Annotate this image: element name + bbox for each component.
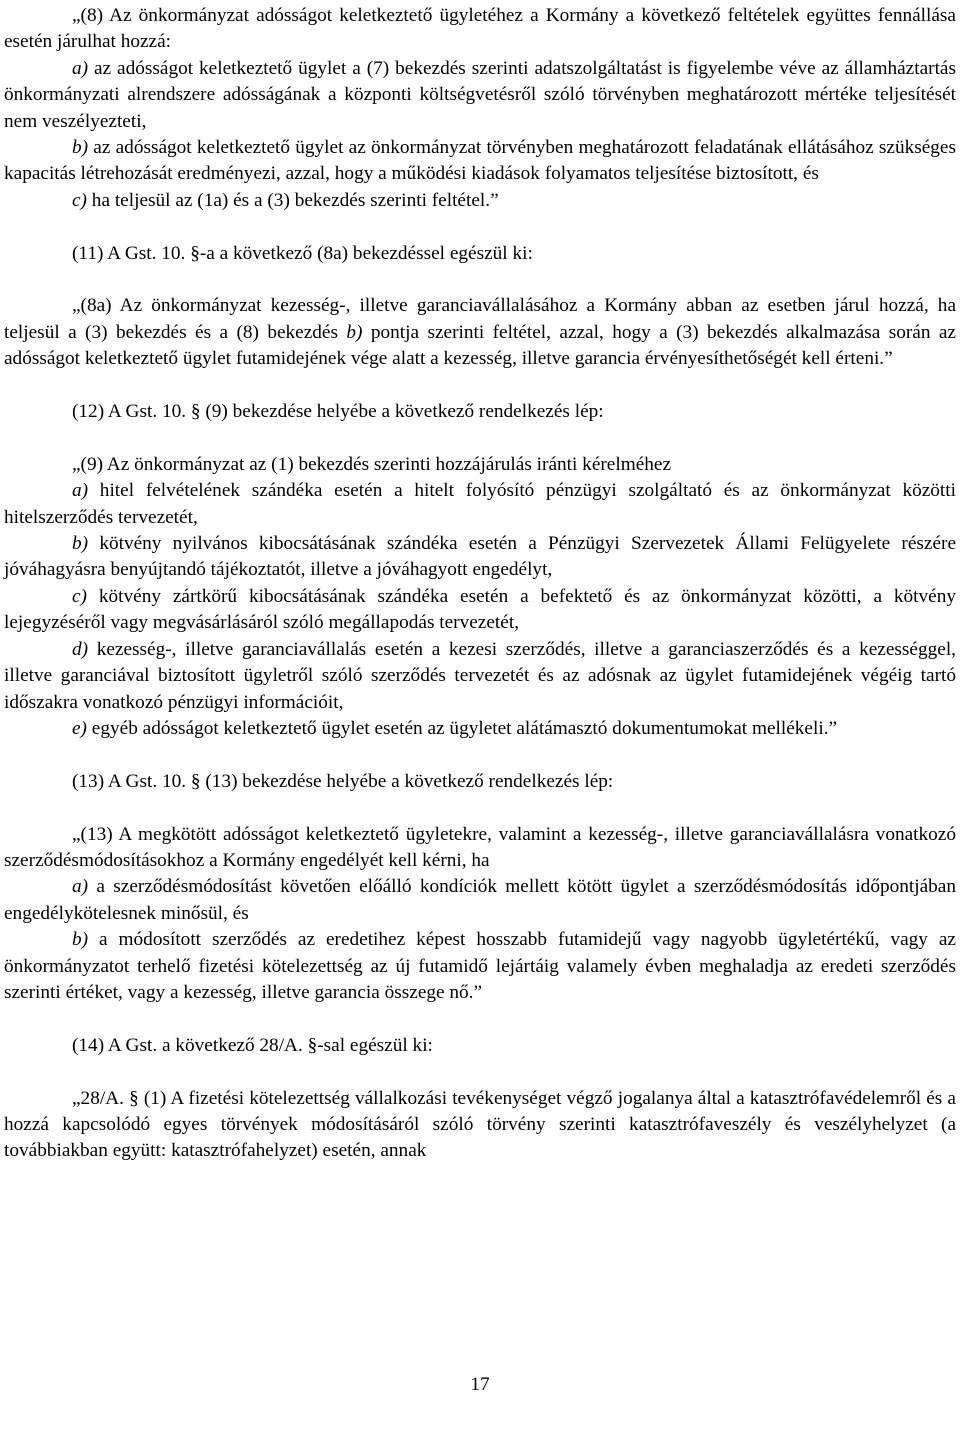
paragraph-8-a: a) az adósságot keletkeztető ügylet a (7) bekezdés szerinti adatszolgáltatást is figyelembe véve az államháztartás önkormányzati alrendszere adósságának a központi költségvetésről szóló törvényben meghatározott mértéke teljesítését nem veszélyezteti,: [4, 57, 956, 132]
section-12-heading: (12) A Gst. 10. § (9) bekezdése helyébe a következő rendelkezés lép:: [72, 401, 604, 423]
section-13-heading: (13) A Gst. 10. § (13) bekezdése helyébe a következő rendelkezés lép:: [72, 770, 614, 792]
paragraph-9: „(9) Az önkormányzat az (1) bekezdés szerinti hozzájárulás iránti kérelméhez: [72, 453, 672, 475]
page-number: 17: [470, 1374, 490, 1395]
document-page: [4, 3, 956, 1165]
paragraph-13-b: b) a módosított szerződés az eredetihez képest hosszabb futamidejű vagy nagyobb ügyletértékű, vagy az önkormányzatot terhelő fizetési kötelezettség az új futamidő lejártáig valamely évben meghaladja az eredeti szerződés szerinti értéket, vagy a kezesség, illetve garancia összege nő.”: [4, 929, 956, 1003]
paragraph-9-d: d) kezesség-, illetve garanciavállalás esetén a kezesi szerződés, illetve a garanciaszerződés és a kezességgel, illetve garanciával biztosított ügyletről szóló szerződés tervezetét és az adósnak az ügylet futamidejének végéig tartó időszakra vonatkozó pénzügyi információit,: [4, 638, 956, 713]
paragraph-9-a: a) hitel felvételének szándéka esetén a hitelt folyósító pénzügyi szolgáltató és az önkormányzat közötti hitelszerződés tervezetét,: [4, 480, 956, 528]
section-14-heading: (14) A Gst. a következő 28/A. §-sal egészül ki:: [72, 1034, 433, 1056]
paragraph-13-a: a) a szerződésmódosítást követően előálló kondíciók mellett kötött ügylet a szerződésmódosítás időpontjában engedélykötelesnek minősül, és: [4, 876, 956, 924]
paragraph-9-b: b) kötvény nyilvános kibocsátásának szándéka esetén a Pénzügyi Szervezetek Állami Felügyelete részére jóváhagyásra benyújtandó tájékoztatót, illetve a jóváhagyott engedélyt,: [4, 533, 956, 581]
paragraph-8-c: c) ha teljesül az (1a) és a (3) bekezdés szerinti feltétel.”: [72, 189, 499, 211]
paragraph-8-b: b) az adósságot keletkeztető ügylet az önkormányzat törvényben meghatározott feladatának ellátásához szükséges kapacitás létrehozását eredményezi, azzal, hogy a működési kiadások folyamatos teljesítése biztosított, és: [4, 137, 956, 185]
section-11-heading: (11) A Gst. 10. §-a a következő (8a) bekezdéssel egészül ki:: [72, 242, 533, 264]
paragraph-13: „(13) A megkötött adósságot keletkeztető ügyletekre, valamint a kezesség-, illetve garanciavállalásra vonatkozó szerződésmódosításokhoz a Kormány engedélyét kell kérni, ha: [4, 823, 956, 871]
paragraph-8a: „(8a) Az önkormányzat kezesség-, illetve garanciavállalásához a Kormány abban az esetben járul hozzá, ha teljesül a (3) bekezdés és a (8) bekezdés b) pontja szerinti feltétel, azzal, hogy a (3) bekezdés alkalmazása során az adósságot keletkeztető ügylet futamidejének vége alatt a kezesség, illetve garancia érvényesíthetőségét kell érteni.”: [4, 295, 956, 370]
paragraph-9-c: c) kötvény zártkörű kibocsátásának szándéka esetén a befektető és az önkormányzat közötti, a kötvény lejegyzéséről vagy megvásárlásáról szóló megállapodás tervezetét,: [4, 585, 956, 634]
paragraph-9-e: e) egyéb adósságot keletkeztető ügylet esetén az ügyletet alátámasztó dokumentumokat mellékeli.”: [72, 717, 838, 739]
paragraph-28a: „28/A. § (1) A fizetési kötelezettség vállalkozási tevékenységet végző jogalanya által a katasztrófavédelemről és a hozzá kapcsolódó egyes törvények módosításáról szóló törvény szerinti katasztrófaveszély és veszélyhelyzet (a továbbiakban együtt: katasztrófahelyzet) esetén, annak: [4, 1087, 956, 1162]
paragraph-8: „(8) Az önkormányzat adósságot keletkeztető ügyletéhez a Kormány a következő feltételek együttes fennállása esetén járulhat hozzá:: [4, 5, 956, 53]
